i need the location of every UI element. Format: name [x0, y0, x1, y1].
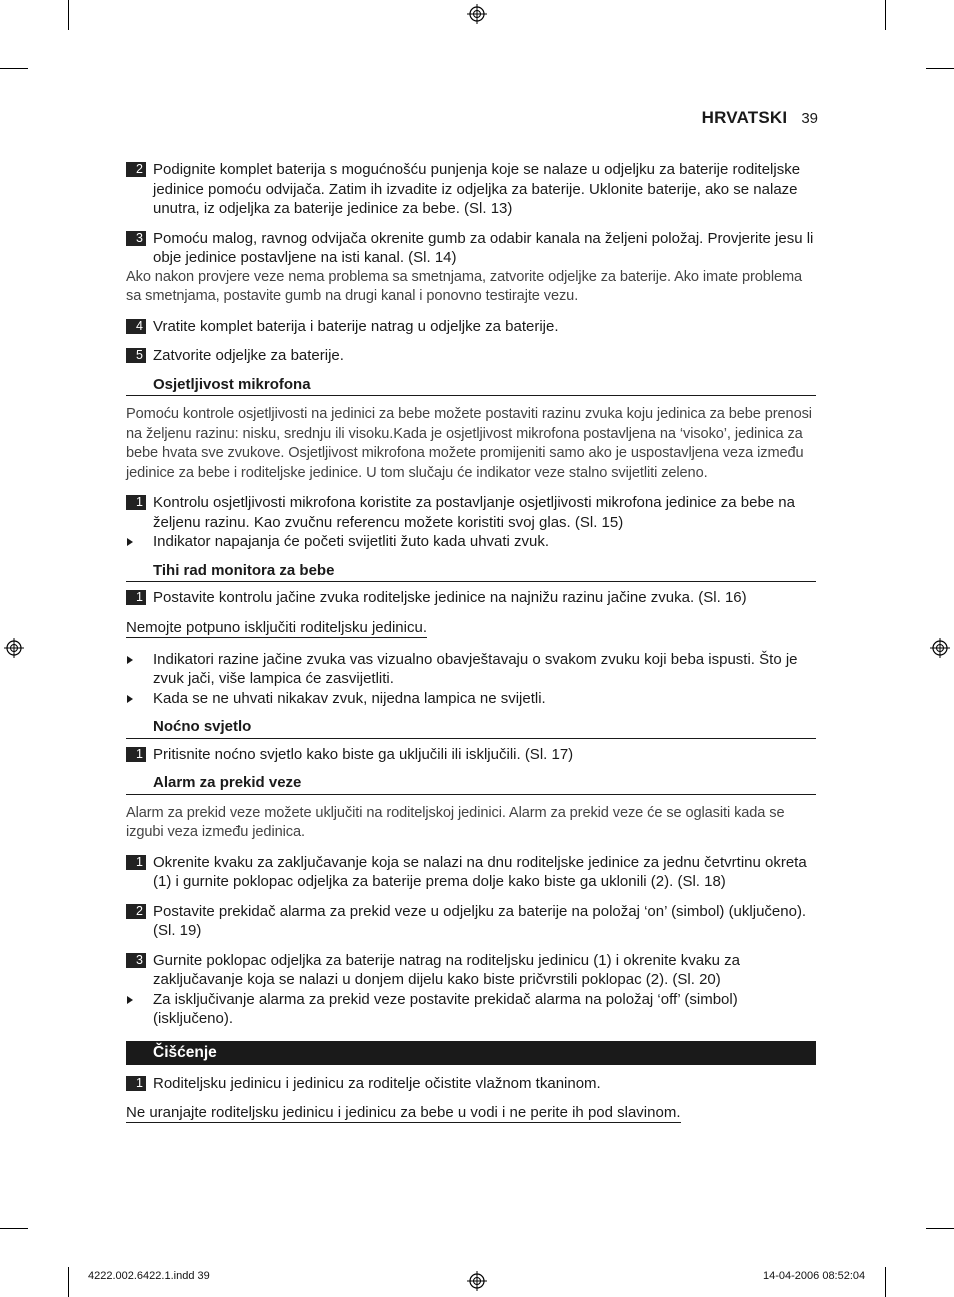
step-item [126, 346, 816, 366]
step-item [126, 588, 816, 608]
step-item [126, 1074, 816, 1094]
footer-file: 4222.002.6422.1.indd 39 [88, 1270, 210, 1282]
step-number: 2 [126, 162, 146, 177]
step-text: Roditeljsku jedinicu i jedinicu za roditelje očistite vlažnom tkaninom. [153, 1074, 601, 1092]
warning-text: Nemojte potpuno isključiti roditeljsku jedinicu. [126, 618, 427, 636]
crop-mark [885, 0, 886, 30]
step-item [126, 493, 816, 532]
subsection-heading: Noćno svjetlo [126, 717, 816, 739]
crop-mark [68, 0, 69, 30]
paragraph: Alarm za prekid veze možete uključiti na roditeljskoj jedinici. Alarm za prekid veze će se oglasiti kada se izgubi veza između jedinica. [126, 804, 785, 840]
triangle-bullet-icon [127, 996, 133, 1004]
step-number: 1 [126, 590, 146, 605]
section-heading: Čišćenje [126, 1041, 816, 1065]
step-text: Pritisnite noćno svjetlo kako biste ga uključili ili isključili. (Sl. 17) [153, 745, 574, 763]
triangle-bullet-icon [127, 538, 133, 546]
step-number: 5 [126, 348, 146, 363]
step-item [126, 745, 816, 765]
registration-target-icon [930, 638, 950, 658]
page-content [126, 160, 816, 1123]
bullet-text: Za isključivanje alarma za prekid veze postavite prekidač alarma na položaj ‘off’ (simbol) (isključeno). [153, 990, 738, 1027]
triangle-bullet-icon [127, 656, 133, 664]
step-text: Gurnite poklopac odjeljka za baterije natrag na roditeljsku jedinicu (1) i okrenite kvaku za zaključavanje koja se nalazi u donjem dijelu kako biste pričvrstili poklopac (2). (Sl. 20) [153, 951, 740, 988]
bullet-item [126, 689, 816, 709]
step-number: 4 [126, 319, 146, 334]
paragraph: Ako nakon provjere veze nema problema sa smetnjama, zatvorite odjeljke za baterije. Ako imate problema sa smetnjama, postavite gumb na drugi kanal i ponovno testirajte vezu. [126, 268, 803, 304]
step-number: 1 [126, 747, 146, 762]
step-item [126, 902, 816, 941]
step-item [126, 853, 816, 892]
bullet-text: Indikatori razine jačine zvuka vas vizualno obavještavaju o svakom zvuku koji beba ispusti. Što je zvuk jači, više lampica će zasvijetliti. [153, 650, 798, 687]
step-text: Vratite komplet baterija i baterije natrag u odjeljke za baterije. [153, 317, 559, 335]
step-item [126, 317, 816, 337]
step-item [126, 951, 816, 990]
paragraph: Pomoću kontrole osjetljivosti na jedinici za bebe možete postaviti razinu zvuka koju jedinica za bebe prenosi na željenu razinu: nisku, srednju ili visoku.Kada je osjetljivost mikrofona postavljena na ‘visoko’, jedinica za bebe hvata sve zvukove. Osjetljivost mikrofona možete promijeniti samo ako je uspostavljena veza između jedinice za bebe i roditeljske jedinice. U tom slučaju će indikator veze stalno svijetliti zeleno. [126, 406, 812, 481]
page-header [702, 108, 818, 128]
subsection-heading: Tihi rad monitora za bebe [126, 561, 816, 583]
crop-mark [926, 1228, 954, 1229]
crop-mark [0, 68, 28, 69]
step-text: Kontrolu osjetljivosti mikrofona koristite za postavljanje osjetljivosti mikrofona jedinice za bebe na željenu razinu. Kao zvučnu referencu možete koristiti svoj glas. (Sl. 15) [153, 494, 795, 531]
crop-mark [926, 68, 954, 69]
step-text: Okrenite kvaku za zaključavanje koja se nalazi na dnu roditeljske jedinice za jednu četvrtinu okreta (1) i gurnite poklopac odjeljka za baterije prema dolje kako biste ga uklonili (2). (Sl. 18) [153, 853, 807, 890]
crop-mark [0, 1228, 28, 1229]
step-text: Postavite kontrolu jačine zvuka roditeljske jedinice na najnižu razinu jačine zvuka. (Sl. 16) [153, 589, 747, 606]
bullet-text: Indikator napajanja će početi svijetliti žuto kada uhvati zvuk. [153, 533, 550, 550]
step-text: Pomoću malog, ravnog odvijača okrenite gumb za odabir kanala na željeni položaj. Provjerite jesu li obje jedinice postavljene na isti kanal. (Sl. 14) [153, 229, 814, 266]
crop-mark [68, 1267, 69, 1297]
crop-mark [885, 1267, 886, 1297]
step-number: 3 [126, 953, 146, 968]
step-number: 1 [126, 1076, 146, 1091]
registration-target-icon [467, 1271, 487, 1291]
page-number: 39 [801, 110, 818, 127]
warning-text: Ne uranjajte roditeljsku jedinicu i jedinicu za bebe u vodi i ne perite ih pod slavinom. [126, 1104, 681, 1121]
bullet-text: Kada se ne uhvati nikakav zvuk, nijedna lampica ne svijetli. [153, 689, 546, 707]
step-text: Podignite komplet baterija s mogućnošću punjenja koje se nalaze u odjeljku za baterije roditeljske jedinice pomoću odvijača. Zatim ih izvadite iz odjeljka za baterije. Uklonite baterije, ako se nalaze unutra, iz odjeljka za baterije jedinice za bebe. (Sl. 13) [153, 161, 801, 217]
registration-target-icon [4, 638, 24, 658]
step-item [126, 160, 816, 219]
language-label: HRVATSKI [701, 108, 788, 127]
step-number: 2 [126, 904, 146, 919]
step-number: 1 [126, 855, 146, 870]
bullet-item [126, 650, 816, 689]
step-item [126, 229, 816, 268]
bullet-item [126, 532, 816, 552]
footer-timestamp: 14-04-2006 08:52:04 [763, 1270, 866, 1282]
subsection-heading: Osjetljivost mikrofona [126, 375, 816, 397]
registration-target-icon [467, 4, 487, 24]
step-number: 3 [126, 231, 146, 246]
step-text: Postavite prekidač alarma za prekid veze u odjeljku za baterije na položaj ‘on’ (simbol) (uključeno). (Sl. 19) [153, 902, 807, 939]
triangle-bullet-icon [127, 695, 133, 703]
bullet-item [126, 990, 816, 1029]
subsection-heading: Alarm za prekid veze [126, 773, 816, 795]
step-text: Zatvorite odjeljke za baterije. [153, 347, 344, 364]
step-number: 1 [126, 495, 146, 510]
